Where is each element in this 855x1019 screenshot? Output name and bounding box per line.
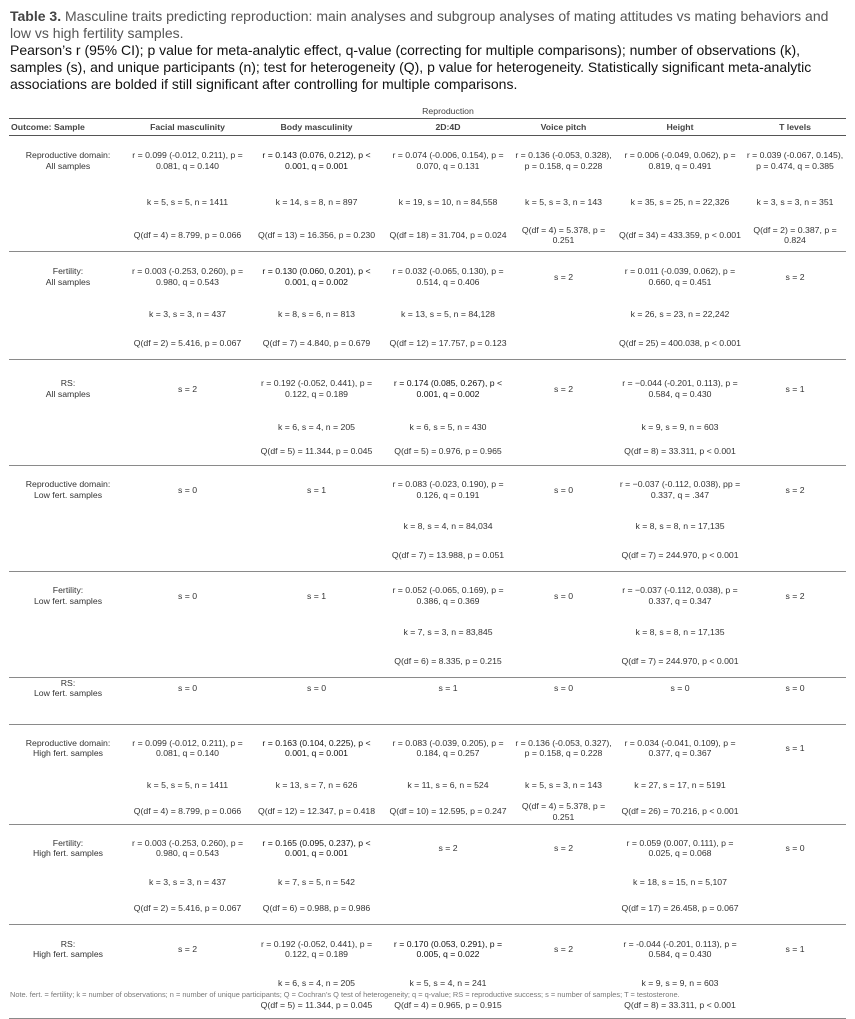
table-row [9, 825, 846, 871]
table-cell: r = −0.037 (-0.112, 0.038), pp = 0.337, q = .347 [616, 466, 744, 514]
table-cell: k = 6, s = 5, n = 430 [385, 418, 511, 438]
table-cell: s = 2 [127, 360, 248, 418]
outcome-label [9, 678, 127, 699]
table-body [9, 136, 846, 1019]
table-cell [744, 514, 846, 540]
table-cell: r = 0.165 (0.095, 0.237), p < 0.001, q = 0.001 [248, 825, 385, 871]
table-row [9, 620, 846, 646]
table-row [9, 302, 846, 328]
table-cell: k = 3, s = 3, n = 351 [744, 186, 846, 220]
table-cell: s = 2 [385, 825, 511, 871]
table-cell: Q(df = 18) = 31.704, p = 0.024 [385, 220, 511, 252]
outcome-name: Fertility: [11, 838, 125, 848]
outcome-name: Fertility: [11, 585, 125, 595]
table-cell: k = 3, s = 3, n = 437 [127, 871, 248, 893]
table-cell [744, 871, 846, 893]
table-row [9, 893, 846, 925]
table-cell: s = 2 [744, 572, 846, 620]
table-spacer-row [9, 699, 846, 725]
table-cell: r = 0.052 (-0.065, 0.169), p = 0.386, q = 0.369 [385, 572, 511, 620]
table-row [9, 438, 846, 466]
outcome-spacer [9, 220, 127, 252]
outcome-spacer [9, 871, 127, 893]
outcome-spacer [9, 893, 127, 925]
table-cell: Q(df = 2) = 5.416, p = 0.067 [127, 328, 248, 360]
table-cell: Q(df = 8) = 33.311, p < 0.001 [616, 438, 744, 466]
outcome-name: RS: [11, 939, 125, 949]
table-cell [511, 438, 616, 466]
table-cell [744, 540, 846, 572]
table-cell: k = 13, s = 5, n = 84,128 [385, 302, 511, 328]
table-cell: r = 0.099 (-0.012, 0.211), p = 0.081, q = 0.140 [127, 725, 248, 771]
table-cell: Q(df = 13) = 16.356, p = 0.230 [248, 220, 385, 252]
table-cell [744, 799, 846, 825]
outcome-label [9, 466, 127, 514]
table-cell: Q(df = 5) = 11.344, p = 0.045 [248, 993, 385, 1019]
sample-name: All samples [11, 161, 125, 171]
table-row [9, 678, 846, 699]
table-cell [744, 771, 846, 799]
table-cell: s = 2 [511, 252, 616, 302]
table-cell: Q(df = 2) = 0.387, p = 0.824 [744, 220, 846, 252]
table-cell: r = 0.003 (-0.253, 0.260), p = 0.980, q = 0.543 [127, 252, 248, 302]
table-cell [744, 438, 846, 466]
table-cell [744, 418, 846, 438]
table-cell: Q(df = 8) = 33.311, p < 0.001 [616, 993, 744, 1019]
table-row [9, 186, 846, 220]
table-row [9, 771, 846, 799]
table-cell [127, 646, 248, 678]
table-cell: r = 0.170 (0.053, 0.291), p = 0.005, q = 0.022 [385, 925, 511, 973]
table-description: Pearson’s r (95% CI); p value for meta-analytic effect, q-value (correcting for multiple comparisons); number of observations (k), samples (s), and unique participants (n); test for heterogeneity (Q), p value for heterogeneity. Statistically significant meta-analytic associations are bolded if still significant after controlling for multiple comparisons. [10, 42, 845, 93]
table-cell [511, 646, 616, 678]
table-cell [744, 620, 846, 646]
table-cell: r = 0.032 (-0.065, 0.130), p = 0.514, q = 0.406 [385, 252, 511, 302]
table-cell: Q(df = 4) = 5.378, p = 0.251 [511, 799, 616, 825]
outcome-name: Fertility: [11, 266, 125, 276]
table-cell: s = 0 [248, 678, 385, 699]
table-cell: s = 2 [511, 825, 616, 871]
table-cell: k = 14, s = 8, n = 897 [248, 186, 385, 220]
outcome-spacer [9, 620, 127, 646]
outcome-spacer [9, 186, 127, 220]
table-cell: r = 0.059 (0.007, 0.111), p = 0.025, q = 0.068 [616, 825, 744, 871]
table-cell: Q(df = 6) = 0.988, p = 0.986 [248, 893, 385, 925]
outcome-spacer [9, 540, 127, 572]
table-cell [385, 871, 511, 893]
table-cell: k = 35, s = 25, n = 22,326 [616, 186, 744, 220]
outcome-label [9, 572, 127, 620]
table-row [9, 871, 846, 893]
results-table [9, 104, 846, 1019]
table-row [9, 252, 846, 302]
table-cell: s = 1 [744, 925, 846, 973]
table-cell: r = 0.006 (-0.049, 0.062), p = 0.819, q = 0.491 [616, 136, 744, 186]
table-cell: k = 5, s = 3, n = 143 [511, 186, 616, 220]
table-cell: Q(df = 7) = 13.988, p = 0.051 [385, 540, 511, 572]
table-cell: s = 0 [511, 466, 616, 514]
table-cell: s = 0 [511, 572, 616, 620]
table-cell: k = 7, s = 5, n = 542 [248, 871, 385, 893]
table-cell [511, 893, 616, 925]
table-cell [744, 328, 846, 360]
outcome-label [9, 725, 127, 771]
table-cell: Q(df = 12) = 17.757, p = 0.123 [385, 328, 511, 360]
table-cell [744, 893, 846, 925]
table-cell: r = 0.039 (-0.067, 0.145), p = 0.474, q = 0.385 [744, 136, 846, 186]
table-cell [248, 646, 385, 678]
table-cell [511, 328, 616, 360]
table-cell: Q(df = 7) = 4.840, p = 0.679 [248, 328, 385, 360]
table-cell: Q(df = 4) = 8.799, p = 0.066 [127, 220, 248, 252]
table-cell [744, 302, 846, 328]
sample-name: Low fert. samples [11, 490, 125, 500]
sample-name: High fert. samples [11, 848, 125, 858]
table-cell [127, 514, 248, 540]
column-header-voice-pitch: Voice pitch [511, 119, 616, 136]
table-cell: s = 1 [744, 360, 846, 418]
table-row [9, 540, 846, 572]
table-cell: s = 2 [511, 925, 616, 973]
table-cell [248, 514, 385, 540]
table-cell: r = 0.083 (-0.039, 0.205), p = 0.184, q = 0.257 [385, 725, 511, 771]
table-cell: k = 5, s = 5, n = 1411 [127, 186, 248, 220]
table-cell: k = 5, s = 5, n = 1411 [127, 771, 248, 799]
table-cell: k = 8, s = 6, n = 813 [248, 302, 385, 328]
table-cell: k = 6, s = 4, n = 205 [248, 973, 385, 993]
table-cell: k = 26, s = 23, n = 22,242 [616, 302, 744, 328]
sample-name: High fert. samples [11, 949, 125, 959]
table-cell: r = -0.044 (-0.201, 0.113), p = 0.584, q = 0.430 [616, 925, 744, 973]
table-cell [127, 418, 248, 438]
table-cell: r = 0.136 (-0.053, 0.328), p = 0.158, q = 0.228 [511, 136, 616, 186]
table-cell: k = 19, s = 10, n = 84,558 [385, 186, 511, 220]
outcome-spacer [9, 438, 127, 466]
table-cell: s = 0 [127, 466, 248, 514]
sample-name: Low fert. samples [11, 688, 125, 698]
table-cell: r = 0.174 (0.085, 0.267), p < 0.001, q = 0.002 [385, 360, 511, 418]
table-cell: r = 0.192 (-0.052, 0.441), p = 0.122, q = 0.189 [248, 925, 385, 973]
table-cell [744, 646, 846, 678]
table-row [9, 360, 846, 418]
outcome-label [9, 136, 127, 186]
table-label: Table 3. [10, 8, 61, 24]
table-cell: k = 9, s = 9, n = 603 [616, 973, 744, 993]
table-title: Masculine traits predicting reproduction: main analyses and subgroup analyses of mating attitudes vs mating behaviors and low vs high fertility samples. [10, 8, 828, 41]
table-cell: k = 27, s = 17, n = 5191 [616, 771, 744, 799]
table-row [9, 514, 846, 540]
table-cell: Q(df = 4) = 0.965, p = 0.915 [385, 993, 511, 1019]
table-row [9, 799, 846, 825]
table-caption [10, 8, 845, 93]
table-cell: r = 0.074 (-0.006, 0.154), p = 0.070, q = 0.131 [385, 136, 511, 186]
table-cell: r = 0.083 (-0.023, 0.190), p = 0.126, q = 0.191 [385, 466, 511, 514]
table-cell: s = 0 [616, 678, 744, 699]
table-row [9, 136, 846, 186]
table-cell: k = 9, s = 9, n = 603 [616, 418, 744, 438]
column-header-body-masculinity: Body masculinity [248, 119, 385, 136]
table-row [9, 418, 846, 438]
table-row [9, 220, 846, 252]
table-cell [127, 620, 248, 646]
spanner-header: Reproduction [385, 104, 511, 119]
table-cell: r = 0.136 (-0.053, 0.327), p = 0.158, q = 0.228 [511, 725, 616, 771]
outcome-label [9, 825, 127, 871]
outcome-label [9, 925, 127, 973]
table-cell: s = 1 [744, 725, 846, 771]
table-cell: Q(df = 7) = 244.970, p < 0.001 [616, 646, 744, 678]
sample-name: All samples [11, 389, 125, 399]
table-cell: s = 2 [744, 466, 846, 514]
column-header-t-levels: T levels [744, 119, 846, 136]
table-cell: Q(df = 5) = 0.976, p = 0.965 [385, 438, 511, 466]
column-header-facial-masculinity: Facial masculinity [127, 119, 248, 136]
table-cell: Q(df = 5) = 11.344, p = 0.045 [248, 438, 385, 466]
table-cell: Q(df = 26) = 70.216, p < 0.001 [616, 799, 744, 825]
table-row [9, 646, 846, 678]
table-cell [511, 418, 616, 438]
table-cell: r = 0.034 (-0.041, 0.109), p = 0.377, q = 0.367 [616, 725, 744, 771]
outcome-label [9, 360, 127, 418]
table-cell: Q(df = 7) = 244.970, p < 0.001 [616, 540, 744, 572]
table-cell [127, 540, 248, 572]
table-cell: r = 0.011 (-0.039, 0.062), p = 0.660, q = 0.451 [616, 252, 744, 302]
outcome-label [9, 252, 127, 302]
outcome-spacer [9, 328, 127, 360]
table-cell: k = 13, s = 7, n = 626 [248, 771, 385, 799]
outcome-name: Reproductive domain: [11, 479, 125, 489]
table-cell: Q(df = 17) = 26.458, p = 0.067 [616, 893, 744, 925]
table-cell: k = 8, s = 8, n = 17,135 [616, 514, 744, 540]
table-cell: s = 0 [744, 825, 846, 871]
outcome-spacer [9, 771, 127, 799]
column-header-2d4d: 2D:4D [385, 119, 511, 136]
table-cell: r = −0.044 (-0.201, 0.113), p = 0.584, q = 0.430 [616, 360, 744, 418]
table-row [9, 466, 846, 514]
table-cell: r = 0.143 (0.076, 0.212), p < 0.001, q = 0.001 [248, 136, 385, 186]
outcome-spacer [9, 514, 127, 540]
table-cell: k = 5, s = 4, n = 241 [385, 973, 511, 993]
table-cell: s = 2 [127, 925, 248, 973]
table-cell [511, 540, 616, 572]
sample-name: High fert. samples [11, 748, 125, 758]
outcome-name: RS: [11, 378, 125, 388]
table-cell: Q(df = 4) = 8.799, p = 0.066 [127, 799, 248, 825]
table-cell [511, 302, 616, 328]
table-cell: k = 18, s = 15, n = 5,107 [616, 871, 744, 893]
table-cell [511, 514, 616, 540]
table-cell: Q(df = 6) = 8.335, p = 0.215 [385, 646, 511, 678]
outcome-name: Reproductive domain: [11, 738, 125, 748]
outcome-spacer [9, 799, 127, 825]
sample-name: All samples [11, 277, 125, 287]
column-header-height: Height [616, 119, 744, 136]
table-cell: k = 7, s = 3, n = 83,845 [385, 620, 511, 646]
table-cell [385, 893, 511, 925]
table-cell: s = 0 [127, 572, 248, 620]
table-cell: s = 0 [744, 678, 846, 699]
table-cell: k = 11, s = 6, n = 524 [385, 771, 511, 799]
table-cell: Q(df = 10) = 12.595, p = 0.247 [385, 799, 511, 825]
table-cell: r = 0.099 (-0.012, 0.211), p = 0.081, q = 0.140 [127, 136, 248, 186]
table-cell: r = 0.003 (-0.253, 0.260), p = 0.980, q = 0.543 [127, 825, 248, 871]
table-cell: k = 6, s = 4, n = 205 [248, 418, 385, 438]
table-cell: k = 3, s = 3, n = 437 [127, 302, 248, 328]
table-cell: Q(df = 2) = 5.416, p = 0.067 [127, 893, 248, 925]
table-cell: s = 0 [127, 678, 248, 699]
table-note: Note. fert. = fertility; k = number of observations; n = number of unique participants; Q = Cochran’s Q test of heterogeneity; q = q-value; RS = reproductive success; s = number of samples; T = testosterone. [10, 990, 850, 999]
table-cell: r = −0.037 (-0.112, 0.038), p = 0.337, q = 0.347 [616, 572, 744, 620]
table-cell [511, 871, 616, 893]
column-header-outcome: Outcome: Sample [9, 119, 127, 136]
table-cell: s = 1 [385, 678, 511, 699]
table-cell: s = 2 [511, 360, 616, 418]
table-cell: r = 0.130 (0.060, 0.201), p < 0.001, q = 0.002 [248, 252, 385, 302]
table-row [9, 725, 846, 771]
outcome-spacer [9, 418, 127, 438]
table-cell: Q(df = 25) = 400.038, p < 0.001 [616, 328, 744, 360]
table-cell: Q(df = 34) = 433.359, p < 0.001 [616, 220, 744, 252]
sample-name: Low fert. samples [11, 596, 125, 606]
table-cell: s = 2 [744, 252, 846, 302]
table-cell: Q(df = 4) = 5.378, p = 0.251 [511, 220, 616, 252]
table-cell [127, 438, 248, 466]
table-cell: s = 0 [511, 678, 616, 699]
table-cell: k = 8, s = 4, n = 84,034 [385, 514, 511, 540]
table-row [9, 925, 846, 973]
table-cell: r = 0.192 (-0.052, 0.441), p = 0.122, q = 0.189 [248, 360, 385, 418]
outcome-spacer [9, 302, 127, 328]
table-cell [248, 540, 385, 572]
table-cell: r = 0.163 (0.104, 0.225), p < 0.001, q = 0.001 [248, 725, 385, 771]
table-row [9, 572, 846, 620]
outcome-spacer [9, 646, 127, 678]
table-cell: Q(df = 12) = 12.347, p = 0.418 [248, 799, 385, 825]
table-cell: k = 5, s = 3, n = 143 [511, 771, 616, 799]
table-cell: s = 1 [248, 466, 385, 514]
table-cell [248, 620, 385, 646]
table-row [9, 328, 846, 360]
outcome-name: RS: [11, 678, 125, 688]
table-cell [511, 620, 616, 646]
table-cell: k = 8, s = 8, n = 17,135 [616, 620, 744, 646]
outcome-name: Reproductive domain: [11, 150, 125, 160]
table-cell: s = 1 [248, 572, 385, 620]
